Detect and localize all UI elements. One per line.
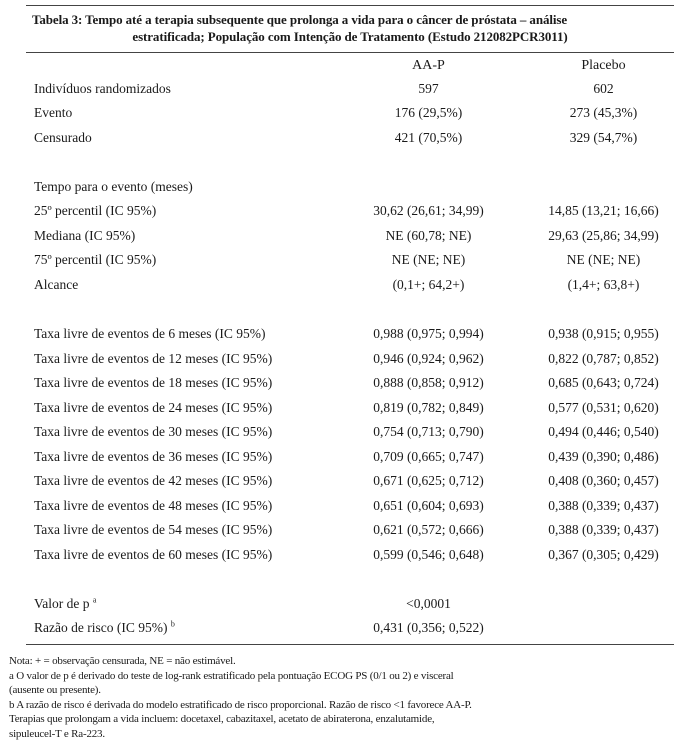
row-label: Taxa livre de eventos de 12 meses (IC 95%) [34, 351, 273, 366]
row-value-placebo: 0,938 (0,915; 0,955) [548, 326, 659, 341]
p-value-footnote-mark: a [92, 595, 97, 605]
note-line: a O valor de p é derivado do teste de log-rank estratificado pela pontuação ECOG PS (0/1 ou 2) e visceral [9, 669, 454, 682]
column-header-placebo: Placebo [581, 58, 626, 73]
row-value-placebo: NE (NE; NE) [566, 252, 641, 267]
row-value-placebo: 14,85 (13,21; 16,66) [548, 203, 659, 218]
row-value-placebo: 0,494 (0,446; 0,540) [548, 424, 659, 439]
note-line: sipuleucel-T e Ra-223. [9, 727, 105, 740]
row-value-placebo: 0,367 (0,305; 0,429) [548, 547, 659, 562]
column-header-aa-p: AA-P [412, 58, 445, 73]
row-value-placebo: 602 [593, 81, 614, 96]
row-value-placebo: 0,822 (0,787; 0,852) [548, 351, 659, 366]
note-line: Nota: + = observação censurada, NE = não estimável. [9, 655, 236, 667]
row-value-placebo: 273 (45,3%) [569, 105, 638, 120]
row-label: Taxa livre de eventos de 6 meses (IC 95%) [34, 326, 266, 341]
row-label: Alcance [34, 277, 79, 292]
row-value-aa-p: 0,671 (0,625; 0,712) [373, 473, 484, 488]
row-label: Taxa livre de eventos de 36 meses (IC 95%) [34, 449, 273, 464]
row-label: Indivíduos randomizados [34, 81, 171, 96]
hazard-ratio-footnote-mark: b [170, 619, 175, 629]
row-value-placebo: 0,685 (0,643; 0,724) [548, 375, 659, 390]
row-value-aa-p: 0,888 (0,858; 0,912) [373, 375, 484, 390]
row-label: Taxa livre de eventos de 42 meses (IC 95%) [34, 473, 273, 488]
row-label: Evento [34, 105, 73, 120]
p-value: <0,0001 [406, 596, 451, 611]
results-table [26, 5, 674, 645]
row-value-aa-p: 0,621 (0,572; 0,666) [373, 522, 484, 537]
row-label: Mediana (IC 95%) [34, 228, 136, 243]
row-label: Taxa livre de eventos de 24 meses (IC 95%) [34, 400, 273, 415]
note-line: b A razão de risco é derivada do modelo estratificado de risco proporcional. Razão de risco <1 favorece AA-P. [9, 698, 472, 711]
row-label: Taxa livre de eventos de 48 meses (IC 95%) [34, 498, 273, 513]
p-value-label [34, 595, 96, 613]
row-value-aa-p: 0,946 (0,924; 0,962) [373, 351, 484, 366]
row-label: Taxa livre de eventos de 60 meses (IC 95%) [34, 547, 273, 562]
caption-line-1: Tabela 3: Tempo até a terapia subsequente que prolonga a vida para o câncer de próstata – análise [32, 12, 568, 27]
row-value-aa-p: 0,988 (0,975; 0,994) [373, 326, 484, 341]
table-caption [32, 11, 668, 45]
row-label: Tempo para o evento (meses) [34, 179, 193, 194]
note-line: (ausente ou presente). [9, 684, 101, 697]
row-value-placebo: 0,388 (0,339; 0,437) [548, 522, 659, 537]
p-value-label-text: Valor de p [34, 596, 90, 611]
row-value-aa-p: 0,599 (0,546; 0,648) [373, 547, 484, 562]
table-top-rule [26, 5, 674, 6]
row-value-aa-p: 0,819 (0,782; 0,849) [373, 400, 484, 415]
hazard-ratio-value: 0,431 (0,356; 0,522) [373, 620, 484, 635]
row-label: Taxa livre de eventos de 18 meses (IC 95%) [34, 375, 273, 390]
row-value-aa-p: 0,709 (0,665; 0,747) [373, 449, 484, 464]
row-value-aa-p: (0,1+; 64,2+) [392, 277, 465, 292]
row-value-placebo: 0,388 (0,339; 0,437) [548, 498, 659, 513]
table-bottom-rule [26, 644, 674, 645]
row-label: Taxa livre de eventos de 54 meses (IC 95%) [34, 522, 273, 537]
row-value-placebo: 0,408 (0,360; 0,457) [548, 473, 659, 488]
row-value-placebo: 0,439 (0,390; 0,486) [548, 449, 659, 464]
row-value-placebo: 29,63 (25,86; 34,99) [548, 228, 659, 243]
hazard-ratio-label-text: Razão de risco (IC 95%) [34, 620, 168, 635]
row-label: 25º percentil (IC 95%) [34, 203, 157, 218]
row-value-aa-p: NE (NE; NE) [391, 252, 466, 267]
hazard-ratio-label [34, 619, 175, 637]
note-line: Terapias que prolongam a vida incluem: docetaxel, cabazitaxel, acetato de abiraterona, enzalutamide, [9, 713, 435, 726]
table-notes [9, 654, 669, 742]
row-value-aa-p: 176 (29,5%) [394, 105, 463, 120]
row-value-placebo: 0,577 (0,531; 0,620) [548, 400, 659, 415]
row-value-aa-p: 0,754 (0,713; 0,790) [373, 424, 484, 439]
row-label: 75º percentil (IC 95%) [34, 252, 157, 267]
caption-line-2: estratificada; População com Intenção de Tratamento (Estudo 212082PCR3011) [132, 29, 568, 44]
row-value-aa-p: 597 [418, 81, 439, 96]
row-label: Taxa livre de eventos de 30 meses (IC 95%) [34, 424, 273, 439]
row-value-aa-p: 421 (70,5%) [394, 130, 463, 145]
table-header-rule [26, 52, 674, 53]
row-value-placebo: 329 (54,7%) [569, 130, 638, 145]
row-value-aa-p: NE (60,78; NE) [385, 228, 472, 243]
row-value-aa-p: 0,651 (0,604; 0,693) [373, 498, 484, 513]
row-label: Censurado [34, 130, 92, 145]
row-value-placebo: (1,4+; 63,8+) [567, 277, 640, 292]
row-value-aa-p: 30,62 (26,61; 34,99) [373, 203, 484, 218]
